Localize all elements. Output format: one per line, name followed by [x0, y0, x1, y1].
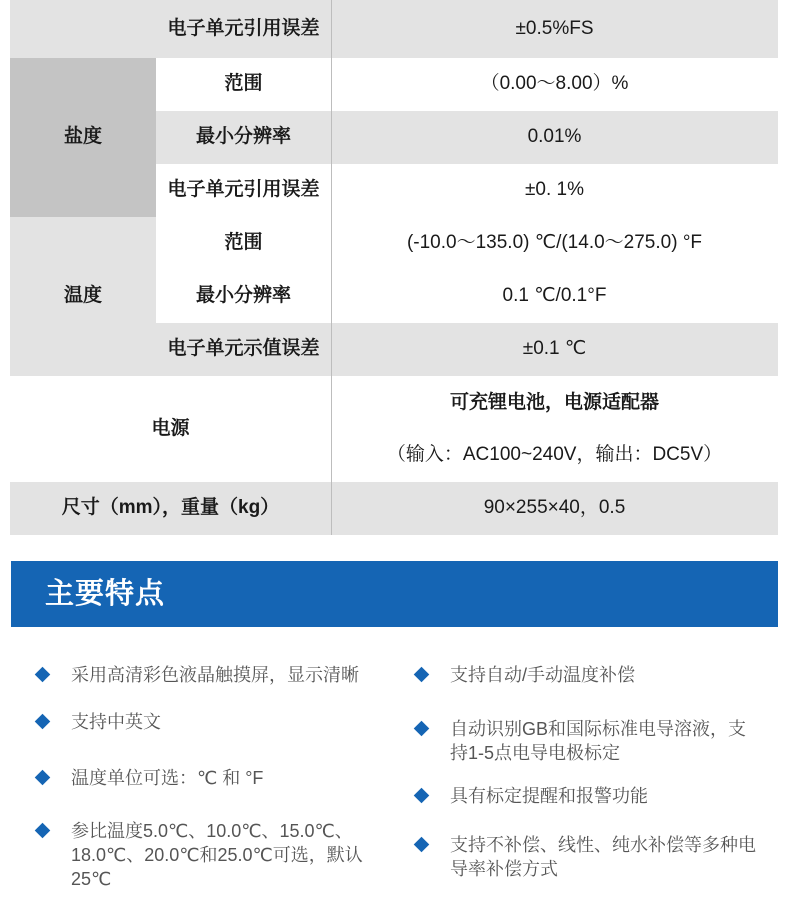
table-divider — [331, 0, 332, 535]
feature-text: 支持不补偿、线性、纯水补偿等多种电导率补偿方式 — [450, 835, 756, 879]
spec-row-salinity-error — [10, 164, 778, 217]
feature-item — [37, 766, 397, 790]
diamond-icon — [414, 837, 430, 853]
spec-row-top-error — [10, 0, 778, 58]
spec-value: (-10.0～135.0) ℃/(14.0～275.0) °F — [331, 217, 778, 270]
spec-value: 90×255×40，0.5 — [331, 482, 778, 535]
feature-item — [37, 819, 387, 891]
spec-sub-label: 电子单元引用误差 — [156, 164, 331, 217]
spec-category-salinity: 盐度 — [10, 58, 156, 217]
diamond-icon — [414, 788, 430, 804]
spec-row-salinity-resolution — [10, 111, 778, 164]
power-line-2: （输入：AC100~240V，输出：DC5V） — [386, 444, 723, 465]
feature-item — [416, 833, 761, 881]
spec-value: ±0.5%FS — [331, 0, 778, 58]
diamond-icon — [35, 770, 51, 786]
features-banner — [11, 561, 778, 627]
spec-sub-label: 范围 — [156, 217, 331, 270]
diamond-icon — [35, 667, 51, 683]
spec-row-size — [10, 482, 778, 535]
spec-sub-label: 最小分辨率 — [156, 270, 331, 323]
spec-value: 0.01% — [331, 111, 778, 164]
spec-value-power — [331, 376, 778, 482]
spec-category-power: 电源 — [10, 376, 331, 482]
diamond-icon — [414, 721, 430, 737]
feature-text: 具有标定提醒和报警功能 — [450, 786, 648, 806]
feature-item — [416, 663, 766, 687]
diamond-icon — [35, 714, 51, 730]
spec-row-temperature-resolution — [10, 270, 778, 323]
spec-sub-label: 最小分辨率 — [156, 111, 331, 164]
spec-value: （0.00～8.00）% — [331, 58, 778, 111]
spec-row-temperature-error — [10, 323, 778, 376]
feature-text: 温度单位可选：℃ 和 °F — [71, 768, 264, 788]
diamond-icon — [414, 667, 430, 683]
feature-item — [37, 710, 397, 734]
diamond-icon — [35, 823, 51, 839]
spec-sub-label: 电子单元示值误差 — [156, 323, 331, 376]
feature-item — [416, 717, 761, 765]
feature-item — [416, 784, 766, 808]
feature-item — [37, 663, 397, 687]
spec-category-size: 尺寸（mm），重量（kg） — [10, 482, 331, 535]
spec-row-temperature-range — [10, 217, 778, 270]
spec-value: ±0. 1% — [331, 164, 778, 217]
feature-text: 采用高清彩色液晶触摸屏，显示清晰 — [71, 665, 359, 685]
spec-value: 0.1 ℃/0.1°F — [331, 270, 778, 323]
spec-row-power — [10, 376, 778, 482]
spec-sub-label: 电子单元引用误差 — [156, 0, 331, 58]
features-title: 主要特点 — [45, 578, 166, 610]
spec-category-empty — [10, 0, 156, 58]
spec-row-salinity-range — [10, 58, 778, 111]
feature-text: 参比温度5.0℃、10.0℃、15.0℃、18.0℃、20.0℃和25.0℃可选，默认25℃ — [71, 821, 363, 889]
spec-value: ±0.1 ℃ — [331, 323, 778, 376]
power-line-1: 可充锂电池，电源适配器 — [449, 392, 659, 413]
spec-category-temperature: 温度 — [10, 217, 156, 376]
feature-text: 支持自动/手动温度补偿 — [450, 665, 635, 685]
feature-text: 自动识别GB和国际标准电导溶液，支持1-5点电导电极标定 — [450, 719, 747, 763]
feature-text: 支持中英文 — [71, 712, 161, 732]
spec-sub-label: 范围 — [156, 58, 331, 111]
